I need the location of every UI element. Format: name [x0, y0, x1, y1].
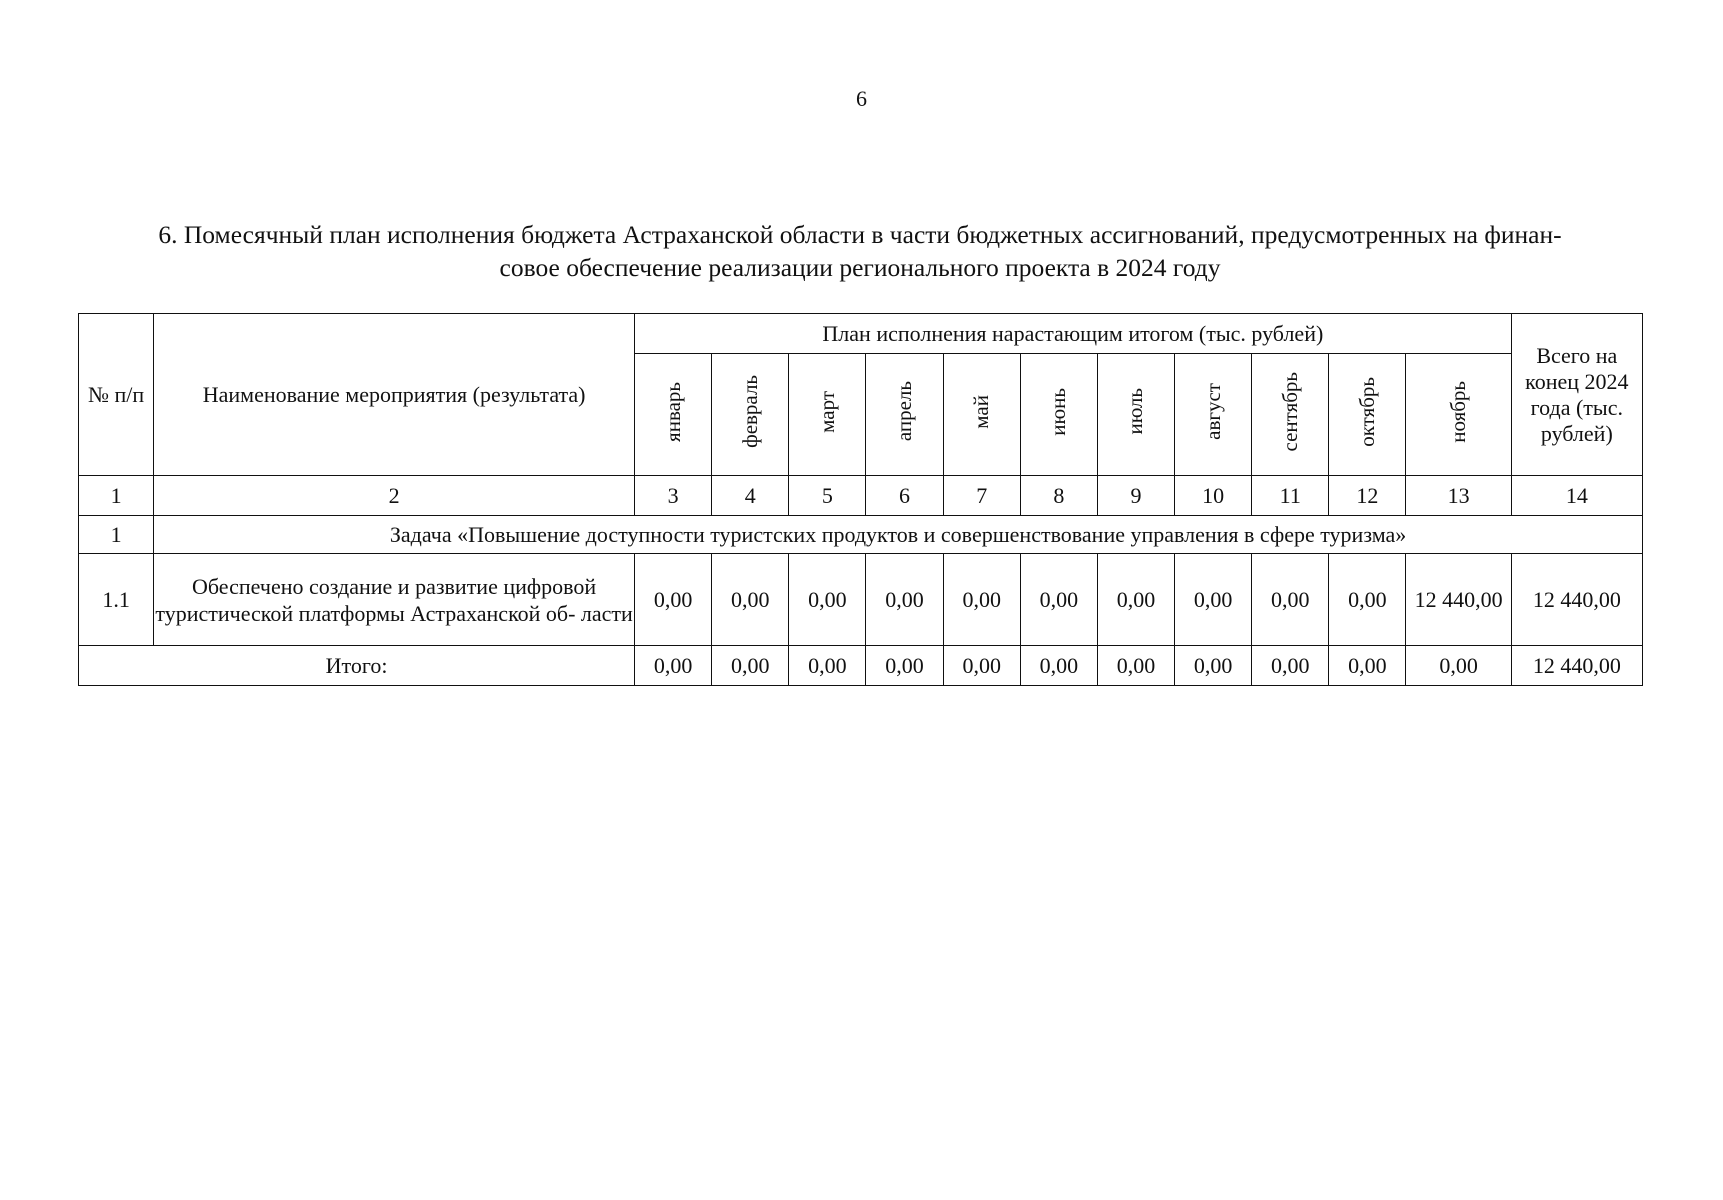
total-month-value: 0,00 — [1406, 646, 1511, 686]
month-label: июль — [1123, 388, 1148, 435]
month-value: 0,00 — [1175, 554, 1252, 646]
column-number: 5 — [789, 476, 866, 516]
month-value: 0,00 — [1097, 554, 1174, 646]
column-number: 9 — [1097, 476, 1174, 516]
grand-total: 12 440,00 — [1511, 646, 1642, 686]
task-row — [79, 516, 1643, 554]
month-label: май — [969, 394, 994, 429]
month-header — [943, 354, 1020, 476]
month-header — [1175, 354, 1252, 476]
item-name: Обеспечено создание и развитие цифровой туристической платформы Астраханской об- ласти — [154, 554, 635, 646]
budget-plan-table — [78, 313, 1643, 686]
month-label: октябрь — [1354, 376, 1379, 447]
task-text: Задача «Повышение доступности туристских продуктов и совершенствование управления в сфере туризма» — [154, 516, 1643, 554]
month-header — [789, 354, 866, 476]
month-header — [1329, 354, 1406, 476]
column-number: 4 — [712, 476, 789, 516]
month-header — [866, 354, 943, 476]
column-number: 7 — [943, 476, 1020, 516]
total-month-value: 0,00 — [1329, 646, 1406, 686]
month-value: 0,00 — [635, 554, 712, 646]
task-no: 1 — [79, 516, 154, 554]
total-month-value: 0,00 — [1252, 646, 1329, 686]
header-total: Всего на конец 2024 года (тыс. рублей) — [1511, 314, 1642, 476]
item-no: 1.1 — [79, 554, 154, 646]
month-value: 0,00 — [712, 554, 789, 646]
month-value: 12 440,00 — [1406, 554, 1511, 646]
month-label: июнь — [1046, 387, 1071, 436]
month-header — [635, 354, 712, 476]
column-number: 12 — [1329, 476, 1406, 516]
month-header — [1406, 354, 1511, 476]
header-no: № п/п — [79, 314, 154, 476]
total-month-value: 0,00 — [712, 646, 789, 686]
month-header — [1097, 354, 1174, 476]
month-label: август — [1200, 383, 1225, 440]
month-label: сентябрь — [1277, 371, 1302, 452]
month-header — [712, 354, 789, 476]
total-month-value: 0,00 — [866, 646, 943, 686]
month-label: январь — [660, 381, 685, 442]
total-month-value: 0,00 — [943, 646, 1020, 686]
column-number: 2 — [154, 476, 635, 516]
column-number: 8 — [1020, 476, 1097, 516]
item-total: 12 440,00 — [1511, 554, 1642, 646]
month-label: ноябрь — [1446, 380, 1471, 443]
total-month-value: 0,00 — [1175, 646, 1252, 686]
column-number: 11 — [1252, 476, 1329, 516]
column-number: 1 — [79, 476, 154, 516]
month-value: 0,00 — [943, 554, 1020, 646]
month-label: март — [814, 390, 839, 433]
table-row — [79, 554, 1643, 646]
month-header — [1252, 354, 1329, 476]
header-row — [79, 314, 1643, 354]
total-month-value: 0,00 — [1097, 646, 1174, 686]
title-line-2: совое обеспечение реализации регионального проекта в 2024 году — [499, 253, 1221, 282]
total-row — [79, 646, 1643, 686]
total-month-value: 0,00 — [1020, 646, 1097, 686]
header-name: Наименование мероприятия (результата) — [154, 314, 635, 476]
column-number: 14 — [1511, 476, 1642, 516]
column-number: 6 — [866, 476, 943, 516]
month-header — [1020, 354, 1097, 476]
column-number: 10 — [1175, 476, 1252, 516]
column-numbering-row — [79, 476, 1643, 516]
month-value: 0,00 — [1252, 554, 1329, 646]
month-value: 0,00 — [789, 554, 866, 646]
total-label: Итого: — [79, 646, 635, 686]
month-value: 0,00 — [866, 554, 943, 646]
total-month-value: 0,00 — [635, 646, 712, 686]
total-month-value: 0,00 — [789, 646, 866, 686]
month-value: 0,00 — [1329, 554, 1406, 646]
section-title — [60, 218, 1660, 284]
column-number: 13 — [1406, 476, 1511, 516]
column-number: 3 — [635, 476, 712, 516]
header-plan-group: План исполнения нарастающим итогом (тыс. рублей) — [635, 314, 1512, 354]
page-number: 6 — [856, 86, 867, 111]
month-label: февраль — [737, 375, 762, 448]
month-label: апрель — [892, 381, 917, 442]
title-line-1: 6. Помесячный план исполнения бюджета Астраханской области в части бюджетных ассигнований, предусмотренных на финан- — [158, 220, 1562, 249]
month-value: 0,00 — [1020, 554, 1097, 646]
